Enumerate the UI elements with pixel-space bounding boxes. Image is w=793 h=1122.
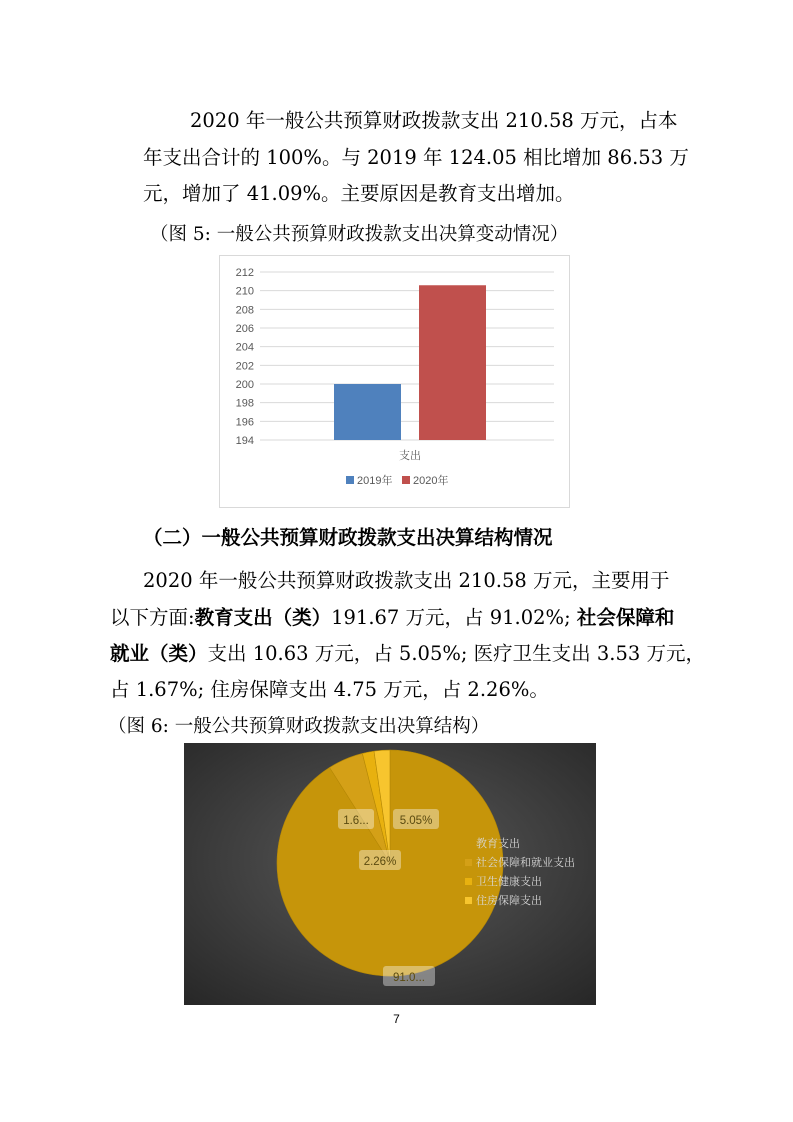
bold-term-education: 教育支出（类） <box>194 606 332 629</box>
data-label: 91.0... <box>393 972 425 984</box>
x-tick-label: 支出 <box>399 450 421 462</box>
y-tick-label: 202 <box>235 360 254 373</box>
y-tick-label: 194 <box>235 435 254 447</box>
paragraph-2-line-4: 占 1.67%; 住房保障支出 4.75 万元，占 2.26%。 <box>110 678 549 701</box>
data-label: 5.05% <box>399 815 433 827</box>
pie-chart-container <box>184 743 596 1005</box>
figure-5-caption: （图 5: 一般公共预算财政拨款支出决算变动情况） <box>150 224 569 245</box>
bar-chart-container <box>219 255 570 508</box>
legend-label: 教育支出 <box>476 838 520 850</box>
legend-swatch <box>465 859 472 866</box>
paragraph-1-line-3: 元，增加了 41.09%。主要原因是教育支出增加。 <box>143 182 575 205</box>
y-tick-label: 206 <box>235 323 254 335</box>
bar-2019年 <box>334 384 401 440</box>
paragraph-1-line-2: 年支出合计的 100%。与 2019 年 124.05 相比增加 86.53 万 <box>143 146 689 169</box>
legend-label: 住房保障支出 <box>476 895 542 907</box>
text-segment: 以下方面: <box>110 606 195 629</box>
y-tick-label: 196 <box>235 416 254 429</box>
section-heading: （二）一般公共预算财政拨款支出决算结构情况 <box>143 526 553 549</box>
figure-6-caption: （图 6: 一般公共预算财政拨款支出决算结构） <box>108 716 490 737</box>
legend-label: 社会保障和就业支出 <box>476 857 575 869</box>
paragraph-2-line-1: 2020 年一般公共预算财政拨款支出 210.58 万元，主要用于 <box>143 569 670 592</box>
y-tick-label: 212 <box>235 267 254 279</box>
legend-label: 2020年 <box>413 475 449 487</box>
bold-term-employment: 就业（类） <box>110 642 208 665</box>
paragraph-1-line-1: 2020 年一般公共预算财政拨款支出 210.58 万元，占本 <box>190 109 678 132</box>
legend-swatch <box>346 476 354 484</box>
y-tick-label: 208 <box>235 304 254 317</box>
bar-chart <box>220 256 569 507</box>
y-tick-label: 200 <box>235 379 254 391</box>
y-tick-label: 198 <box>235 397 254 410</box>
y-tick-label: 204 <box>235 341 254 354</box>
y-tick-label: 210 <box>235 285 254 298</box>
bold-term-social-security: 社会保障和 <box>576 606 675 629</box>
bar-2020年 <box>419 285 486 440</box>
data-label: 1.6... <box>343 815 369 827</box>
paragraph-2-line-2 <box>110 600 674 635</box>
legend-label: 卫生健康支出 <box>476 876 542 888</box>
page-number: 7 <box>393 1012 400 1026</box>
text-segment: 191.67 万元，占 91.02%; <box>331 606 571 629</box>
paragraph-2-line-3 <box>110 636 705 671</box>
legend-swatch <box>402 476 410 484</box>
legend-label: 2019年 <box>357 475 393 487</box>
text-segment: 支出 10.63 万元，占 5.05%; 医疗卫生支出 3.53 万元， <box>207 642 705 665</box>
pie-chart <box>184 743 596 1005</box>
data-label: 2.26% <box>363 856 397 868</box>
legend-swatch <box>465 878 472 885</box>
legend-swatch <box>465 840 472 847</box>
legend-swatch <box>465 897 472 904</box>
